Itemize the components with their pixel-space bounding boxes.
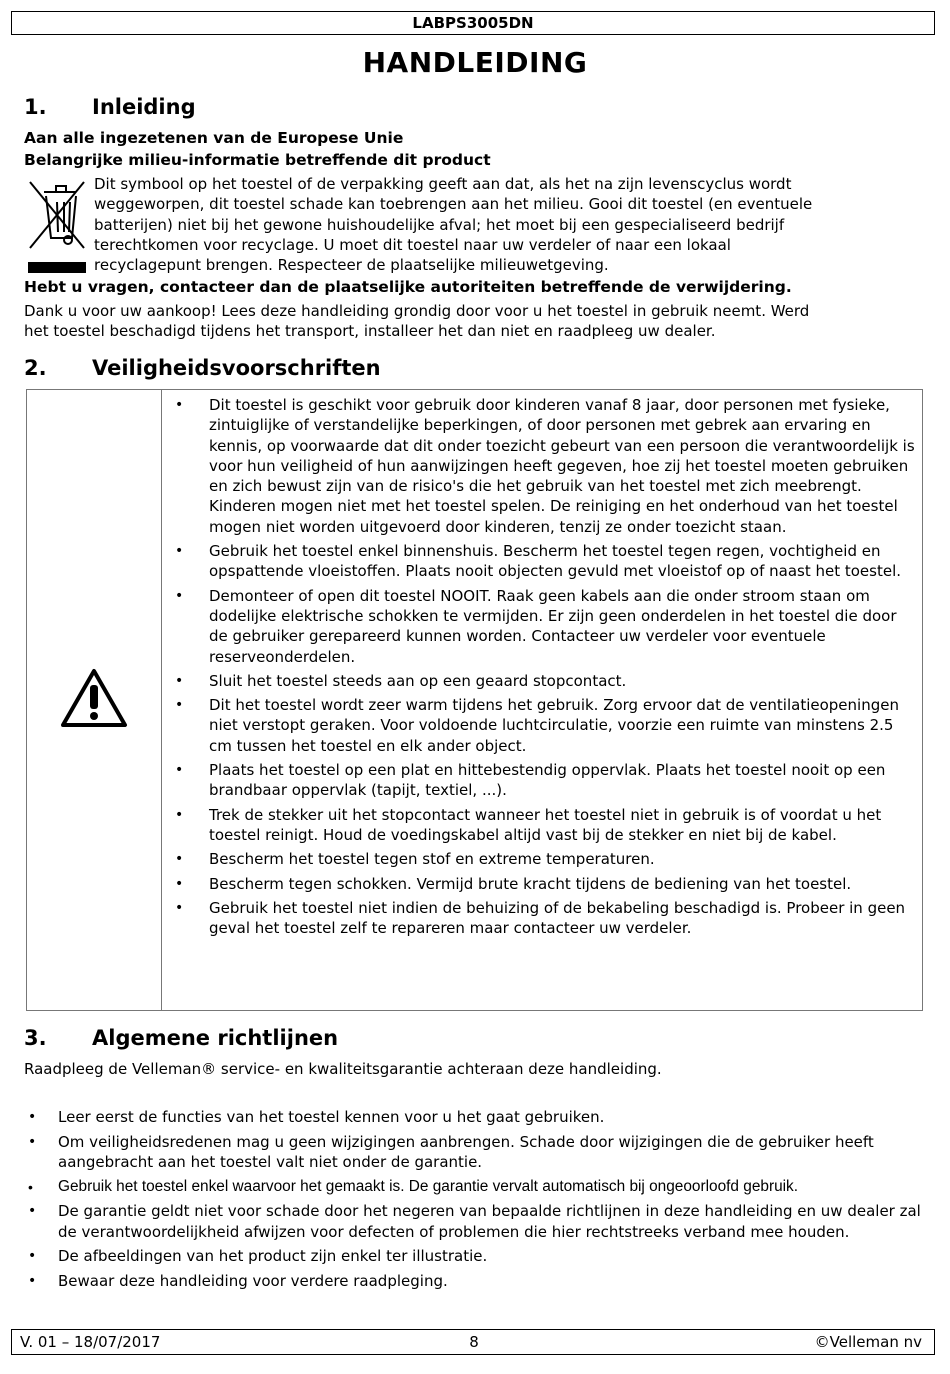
- page-header: [11, 11, 935, 35]
- list-item: • Bewaar deze handleiding voor verdere raadpleging.: [28, 1272, 448, 1291]
- list-item: • Leer eerst de functies van het toestel kennen voor u het gaat gebruiken.: [28, 1108, 605, 1126]
- list-item: • Bescherm het toestel tegen stof en extreme temperaturen.: [175, 850, 655, 869]
- list-item: • De garantie geldt niet voor schade door het negeren van bepaalde richtlijnen in deze handleiding en uw dealer zal de verantwoordelijkheid afwijzen voor defecten of problemen die hier rechtstreeks verband mee houden.: [28, 1202, 921, 1241]
- section-3-heading: 3. Algemene richtlijnen: [24, 1026, 339, 1050]
- bullet: •: [175, 587, 184, 604]
- thanks-paragraph: Dank u voor uw aankoop! Lees deze handleiding grondig door voor u het toestel in gebruik neemt. Werd het toestel beschadigd tijdens het transport, installeer het dan niet en raadpleeg uw dealer.: [24, 302, 810, 341]
- weee-text: Dit symbool op het toestel of de verpakking geeft aan dat, als het na zijn levenscyclus wordt weggeworpen, dit toestel schade kan toebrengen aan het milieu. Gooi dit toestel (en eventuele batterijen) niet bij het gewone huishoudelijke afval; het moet bij een gespecialiseerd bedrijf terechtkomen voor recyclage. U moet dit toestel naar uw verdeler of naar een lokaal recyclagepunt brengen. Respecteer de plaatselijke milieuwetgeving.: [94, 175, 813, 275]
- crossed-out-bin-icon: [24, 178, 90, 274]
- bullet: •: [28, 1203, 37, 1220]
- bullet: •: [28, 1133, 37, 1150]
- model-number: LABPS3005DN: [412, 14, 534, 32]
- safety-instructions-list: [175, 395, 915, 942]
- bullet: •: [175, 806, 184, 823]
- bullet: •: [28, 1109, 37, 1125]
- bullet: •: [175, 851, 184, 868]
- page-footer: [11, 1329, 935, 1355]
- list-item: • Gebruik het toestel niet indien de behuizing of de bekabeling beschadigd is. Probeer in geen geval het toestel zelf te repareren maar contacteer uw verdeler.: [175, 898, 906, 938]
- guarantee-reference: Raadpleeg de Velleman® service- en kwaliteitsgarantie achteraan deze handleiding.: [24, 1060, 662, 1078]
- bullet: •: [28, 1248, 37, 1265]
- list-item: • Sluit het toestel steeds aan op een geaard stopcontact.: [175, 671, 627, 690]
- table-divider: [161, 390, 162, 1010]
- disposal-contact-note: Hebt u vragen, contacteer dan de plaatselijke autoriteiten betreffende de verwijdering.: [24, 278, 792, 296]
- section-1-heading: 1. Inleiding: [24, 95, 196, 119]
- page-number: 8: [469, 1333, 479, 1351]
- copyright: ©Velleman nv: [814, 1333, 922, 1351]
- list-item: • Gebruik het toestel enkel waarvoor het gemaakt is. De garantie vervalt automatisch bij ongeoorloofd gebruik.: [24, 1177, 924, 1197]
- list-item: • Bescherm tegen schokken. Vermijd brute kracht tijdens de bediening van het toestel.: [175, 874, 852, 893]
- list-item: • Trek de stekker uit het stopcontact wanneer het toestel niet in gebruik is of voordat u het toestel reinigt. Houd de voedingskabel altijd vast bij de stekker en niet bij de kabel.: [175, 805, 882, 844]
- safety-table: [26, 389, 923, 1011]
- bullet: •: [28, 1178, 33, 1195]
- bullet: •: [175, 672, 184, 689]
- bullet: •: [175, 899, 184, 916]
- version-date: V. 01 – 18/07/2017: [20, 1333, 161, 1351]
- bullet: •: [175, 397, 184, 413]
- list-item: • Om veiligheidsredenen mag u geen wijzigingen aanbrengen. Schade door wijzigingen die de gebruiker heeft aangebracht aan het toestel valt niet onder de garantie.: [28, 1132, 874, 1171]
- list-item: • Dit het toestel wordt zeer warm tijdens het gebruik. Zorg ervoor dat de ventilatieopeningen niet verstopt geraken. Voor voldoende luchtcirculatie, voorzie een ruimte van minstens 2.5 cm tussen het toestel en elk ander object.: [175, 696, 899, 755]
- warning-triangle-icon: [60, 668, 128, 728]
- list-item: • Plaats het toestel op een plat en hittebestendig oppervlak. Plaats het toestel nooit op een brandbaar oppervlak (tapijt, textiel, ...).: [175, 761, 886, 800]
- eu-residents-line: Aan alle ingezetenen van de Europese Unie: [24, 129, 404, 147]
- bullet: •: [175, 697, 184, 714]
- list-item: • Dit toestel is geschikt voor gebruik door kinderen vanaf 8 jaar, door personen met fysieke, zintuiglijke of verstandelijke beperkingen, of door personen met gebrek aan ervaring en kennis, op voorwaarde dat dit onder toezicht gebeurt van een persoon die verantwoordelijk is voor hun veiligheid of hun aanwijzingen heeft gegeven, hoe zij het toestel moeten gebruiken en zich bewust zijn van de risico's die het gebruik van het toestel met zich meebrengt. Kinderen mogen niet met het toestel spelen. De reiniging en het onderhoud van het toestel mogen niet worden uitgevoerd door kinderen, tenzij ze onder toezicht staan.: [175, 396, 915, 536]
- bullet: •: [175, 762, 184, 779]
- list-item: • Demonteer of open dit toestel NOOIT. Raak geen kabels aan die onder stroom staan om dodelijke elektrische schokken te vermijden. Er zijn geen onderdelen in het toestel die door de gebruiker gerepareerd kunnen worden. Contacteer uw verdeler voor eventuele reserveonderdelen.: [175, 586, 897, 666]
- general-guidelines-list: [24, 1107, 924, 1296]
- list-item: • Gebruik het toestel enkel binnenshuis. Bescherm het toestel tegen regen, vochtigheid en opspattende vloeistoffen. Plaats nooit objecten gevuld met vloeistof op of naast het toestel.: [175, 542, 902, 581]
- bullet: •: [28, 1273, 37, 1290]
- list-item: • De afbeeldingen van het product zijn enkel ter illustratie.: [28, 1247, 488, 1266]
- environment-info-line: Belangrijke milieu-informatie betreffende dit product: [24, 151, 491, 169]
- bullet: •: [175, 543, 184, 560]
- section-2-heading: 2. Veiligheidsvoorschriften: [24, 356, 381, 380]
- bullet: •: [175, 875, 184, 892]
- document-title: HANDLEIDING: [362, 46, 588, 79]
